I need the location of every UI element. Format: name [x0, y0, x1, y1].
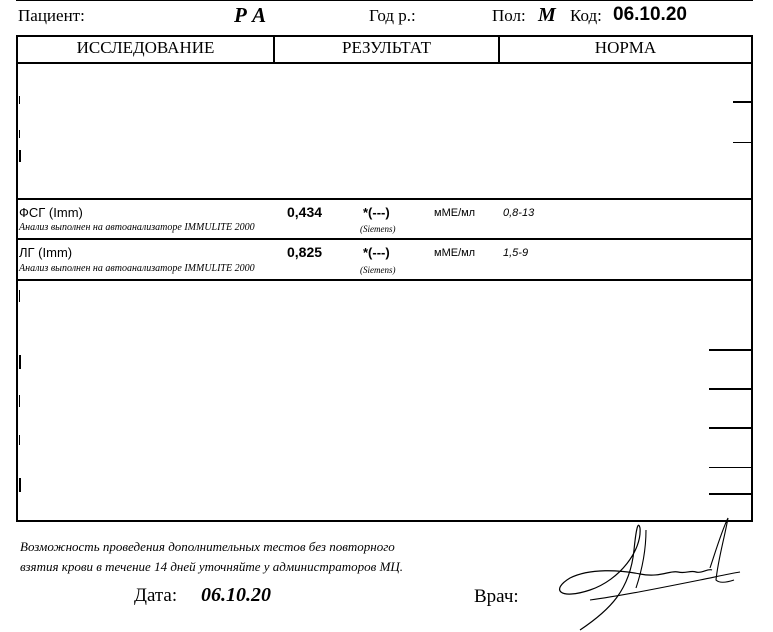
tick-mark — [709, 467, 753, 468]
code-label: Код: — [570, 6, 602, 25]
row-border — [16, 198, 753, 200]
result-unit: мМЕ/мл — [434, 247, 476, 259]
test-name: ФСГ (Imm) — [19, 205, 83, 220]
tick-mark — [19, 150, 21, 162]
norm-range: 1,5-9 — [503, 247, 529, 259]
column-header-result: РЕЗУЛЬТАТ — [342, 38, 431, 57]
tick-mark — [709, 349, 753, 351]
sex-label: Пол: — [492, 6, 526, 25]
tick-mark — [19, 395, 20, 407]
result-flag: *(---) — [363, 205, 390, 220]
tick-mark — [19, 96, 20, 104]
result-value: 0,825 — [287, 244, 323, 260]
method-label: (Siemens) — [360, 265, 396, 275]
signature-image — [550, 510, 750, 632]
tick-mark — [19, 435, 20, 445]
footnote-line-2: взятия крови в течение 14 дней уточняйте у администраторов МЦ. — [20, 559, 404, 574]
row-border — [16, 238, 753, 240]
tick-mark — [709, 493, 753, 495]
tick-mark — [19, 355, 21, 369]
result-value: 0,434 — [287, 204, 323, 220]
row-border — [16, 279, 753, 281]
tick-mark — [19, 130, 20, 138]
method-label: (Siemens) — [360, 224, 396, 234]
test-note: Анализ выполнен на автоанализаторе IMMULITE 2000 — [19, 222, 255, 233]
result-flag: *(---) — [363, 245, 390, 260]
column-header-test: ИССЛЕДОВАНИЕ — [76, 38, 215, 57]
top-border — [16, 0, 753, 1]
tick-mark — [709, 427, 753, 429]
column-header-norm: НОРМА — [594, 38, 657, 57]
tick-mark — [19, 478, 21, 492]
test-name: ЛГ (Imm) — [19, 245, 73, 260]
tick-mark — [733, 142, 753, 143]
patient-label: Пациент: — [18, 6, 85, 25]
code-value: 06.10.20 — [613, 4, 687, 25]
date-label: Дата: — [134, 585, 178, 606]
birth-year-label: Год р.: — [369, 6, 416, 25]
result-unit: мМЕ/мл — [434, 207, 476, 219]
doctor-label: Врач: — [474, 586, 519, 607]
sex-value: М — [538, 4, 556, 26]
date-value: 06.10.20 — [201, 584, 271, 606]
footnote-line-1: Возможность проведения дополнительных тестов без повторного — [20, 539, 395, 554]
norm-range: 0,8-13 — [503, 207, 535, 219]
tick-mark — [733, 101, 753, 103]
patient-value: Р А — [234, 3, 267, 27]
tick-mark — [19, 290, 20, 302]
test-note: Анализ выполнен на автоанализаторе IMMULITE 2000 — [19, 263, 255, 274]
tick-mark — [709, 388, 753, 390]
header-row-border — [16, 62, 753, 64]
